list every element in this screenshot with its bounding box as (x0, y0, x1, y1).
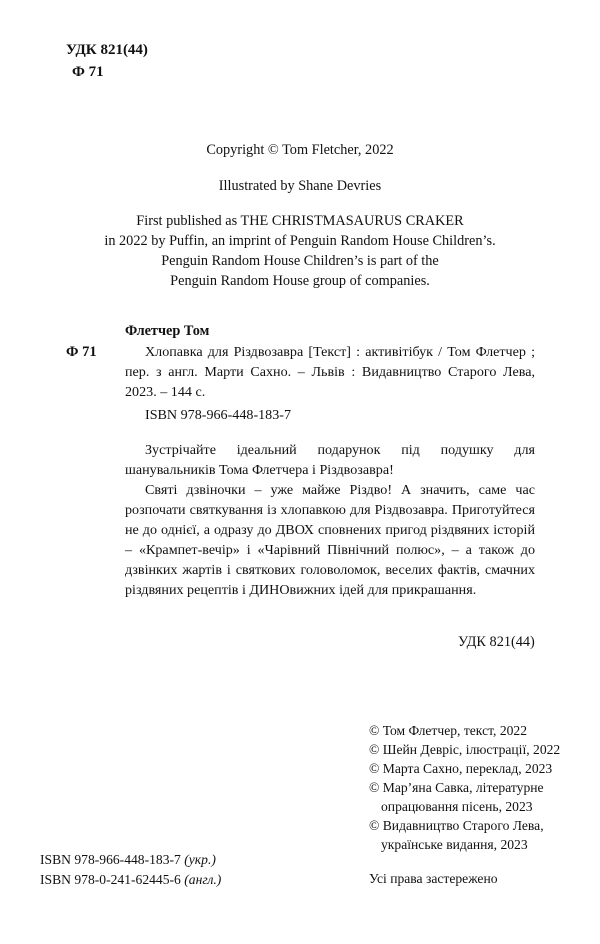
udk-code-bottom: УДК 821(44) (458, 634, 535, 650)
illustrated-line: Illustrated by Shane Devries (218, 178, 382, 194)
rights-holder-continuation: українське видання, 2023 (381, 837, 528, 852)
isbn-number: ISBN 978-0-241-62445-6 (40, 872, 181, 887)
isbn-language: (укр.) (184, 852, 216, 867)
rights-holder-continuation: опрацювання пісень, 2023 (381, 799, 533, 814)
rights-holder: © Мар’яна Савка, літературне (369, 780, 544, 795)
rights-holder: © Шейн Девріс, ілюстрації, 2022 (369, 742, 561, 757)
publication-line: First published as THE CHRISTMASAURUS CRAKER (136, 213, 464, 229)
isbn-list (40, 850, 221, 890)
publication-line: in 2022 by Puffin, an imprint of Penguin Random House Children’s. (104, 233, 496, 249)
publication-info (0, 211, 600, 291)
isbn-entry (40, 870, 221, 890)
catalog-author: Флетчер Том (125, 323, 210, 339)
rights-holder: © Марта Сахно, переклад, 2023 (369, 761, 553, 776)
catalog-class-code: Ф 71 (66, 344, 97, 360)
isbn-number: ISBN 978-966-448-183-7 (40, 852, 181, 867)
catalog-title-entry: Хлопавка для Різдвозавра [Текст] : активітібук / Том Флетчер ; пер. з англ. Марти Сахно. – Львів : Видавництво Старого Лева, 2023. – 144 с. (125, 344, 535, 400)
rights-holder: © Том Флетчер, текст, 2022 (369, 723, 528, 738)
udk-code-top: УДК 821(44) (66, 42, 148, 58)
catalog-isbn: ISBN 978-966-448-183-7 (145, 407, 292, 423)
annotation (125, 440, 535, 600)
publication-line: Penguin Random House Children’s is part of the (161, 253, 439, 269)
rights-holders-list (369, 721, 584, 854)
isbn-language: (англ.) (184, 872, 222, 887)
annotation-paragraph: Зустрічайте ідеальний подарунок під подушку для шанувальників Тома Флетчера і Різдвозавра! (125, 442, 535, 478)
copyright-line: Copyright © Tom Fletcher, 2022 (206, 142, 394, 158)
all-rights-reserved: Усі права застережено (369, 871, 498, 886)
annotation-paragraph: Святі дзвіночки – уже майже Різдво! А значить, саме час розпочати святкування із хлопавкою для Різдвозавра. Приготуйтеся не до однієї, а одразу до ДВОХ сповнених пригод різдвяних історій – «Крампет-вечір» і «Чарівний Північний полюс», – а також до дзвінких жартів і святкових головоломок, веселих фактів, смачних різдвяних рецептів і ДИНОвижних ідей для прикрашання. (125, 482, 535, 598)
rights-holder: © Видавництво Старого Лева, (369, 818, 544, 833)
isbn-entry (40, 850, 221, 870)
publication-line: Penguin Random House group of companies. (170, 273, 430, 289)
class-code-top: Ф 71 (72, 64, 104, 80)
